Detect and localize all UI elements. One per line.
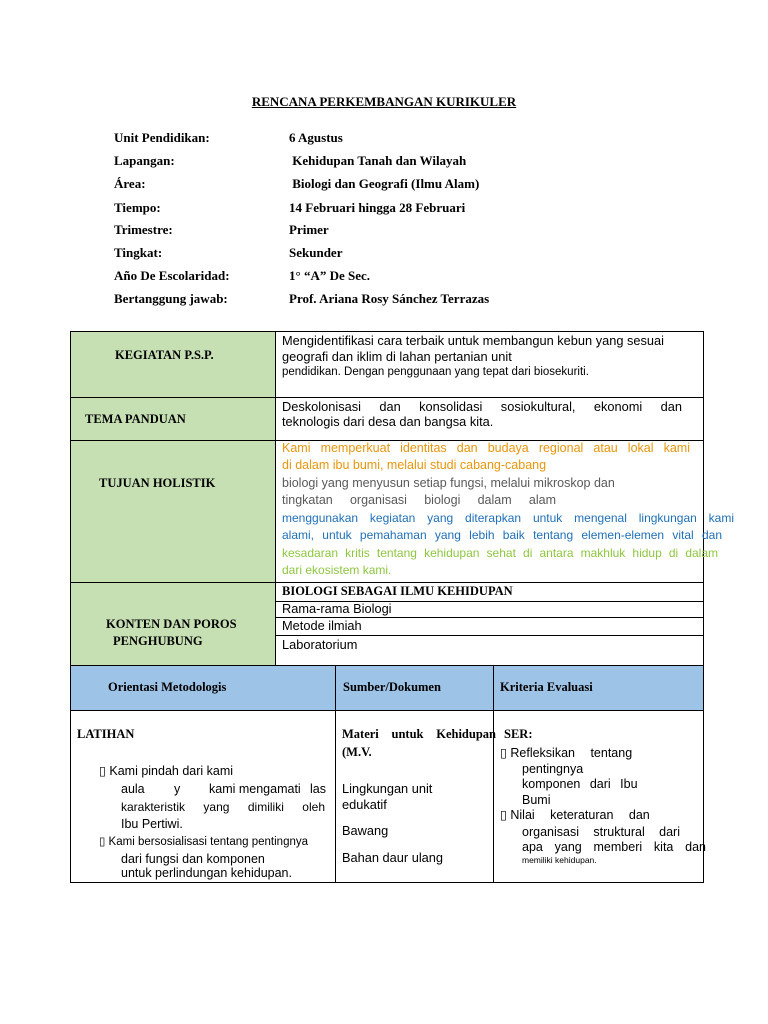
info-label: Año De Escolaridad: bbox=[114, 268, 230, 283]
info-value: 14 Februari hingga 28 Februari bbox=[289, 200, 466, 215]
latihan-line: dari fungsi dan komponen bbox=[121, 852, 265, 866]
orientasi-header: Orientasi Metodologis bbox=[108, 680, 227, 694]
info-value: Primer bbox=[289, 222, 329, 237]
kegiatan-label-cell bbox=[70, 331, 276, 398]
latihan-line: karakteristik yang dimiliki oleh bbox=[121, 800, 325, 814]
tujuan-saber-line: biologi yang menyusun setiap fungsi, melalui mikroskop dan bbox=[282, 476, 615, 490]
kriteria-bullet-2: ▯ Nilai keteraturan dan bbox=[500, 808, 650, 822]
latihan-title: LATIHAN bbox=[77, 727, 135, 741]
tujuan-ser-line: di dalam ibu bumi, melalui studi cabang-cabang bbox=[282, 458, 547, 472]
sumber-title: (M.V. bbox=[342, 745, 372, 759]
latihan-line: y bbox=[174, 782, 181, 796]
kriteria-line: Bumi bbox=[522, 793, 551, 807]
tujuan-label-cell bbox=[70, 440, 276, 583]
tujuan-hacer-line: alami, untuk pemahaman yang lebih baik tentang elemen-elemen vital dan bbox=[282, 528, 722, 542]
kegiatan-text-line: Mengidentifikasi cara terbaik untuk membangun kebun yang sesuai bbox=[282, 333, 665, 348]
konten-label: KONTEN DAN POROS bbox=[106, 617, 237, 631]
info-label: Tingkat: bbox=[114, 245, 163, 260]
info-label: Lapangan: bbox=[114, 153, 175, 168]
konten-item-cell bbox=[275, 617, 704, 636]
info-value: 1° “A” De Sec. bbox=[289, 268, 371, 283]
kriteria-line: komponen dari Ibu bbox=[522, 777, 638, 791]
konten-label: PENGHUBUNG bbox=[113, 634, 203, 648]
info-value: Prof. Ariana Rosy Sánchez Terrazas bbox=[289, 291, 490, 306]
tujuan-decidir-line: dari ekosistem kami. bbox=[282, 563, 392, 577]
tujuan-saber-line: tingkatan organisasi biologi dalam alam bbox=[282, 493, 556, 507]
kegiatan-text-line: geografi dan iklim di lahan pertanian unit bbox=[282, 349, 512, 364]
tema-content-cell bbox=[275, 397, 704, 441]
konten-heading-cell bbox=[275, 582, 704, 602]
bullet-box-icon: ▯ bbox=[99, 764, 106, 778]
latihan-line: las bbox=[310, 782, 326, 796]
info-label: Bertanggung jawab: bbox=[114, 291, 228, 306]
sumber-header-cell bbox=[335, 665, 494, 711]
tujuan-hacer-line: menggunakan kegiatan yang diterapkan untuk mengenal lingkungan kami bbox=[282, 511, 734, 525]
latihan-line: aula bbox=[121, 782, 145, 796]
info-value: 6 Agustus bbox=[289, 130, 343, 145]
kriteria-title: SER: bbox=[504, 727, 533, 741]
sumber-item: edukatif bbox=[342, 797, 387, 812]
konten-item: Metode ilmiah bbox=[282, 618, 362, 633]
tujuan-decidir-line: kesadaran kritis tentang kehidupan sehat di antara makhluk hidup di dalam bbox=[282, 546, 718, 560]
tema-label: TEMA PANDUAN bbox=[85, 412, 186, 426]
sumber-item: Bahan daur ulang bbox=[342, 850, 444, 865]
info-label: Trimestre: bbox=[114, 222, 173, 237]
tujuan-label: TUJUAN HOLISTIK bbox=[99, 476, 216, 490]
info-label: Unit Pendidikan: bbox=[114, 130, 210, 145]
tema-text-line: teknologis dari desa dan bangsa kita. bbox=[282, 414, 494, 429]
latihan-bullet-1: ▯ Kami pindah dari kami bbox=[99, 764, 234, 778]
kriteria-line: organisasi struktural dari bbox=[522, 825, 680, 839]
bullet-box-icon: ▯ bbox=[99, 836, 106, 848]
info-label: Tiempo: bbox=[114, 200, 161, 215]
latihan-line: untuk perlindungan kehidupan. bbox=[121, 866, 292, 880]
kriteria-header-cell bbox=[493, 665, 704, 711]
konten-heading: BIOLOGI SEBAGAI ILMU KEHIDUPAN bbox=[282, 584, 513, 598]
orientasi-header-cell bbox=[70, 665, 336, 711]
bullet-box-icon: ▯ bbox=[500, 808, 507, 822]
latihan-line: Ibu Pertiwi. bbox=[121, 817, 183, 831]
sumber-header: Sumber/Dokumen bbox=[343, 680, 441, 694]
bullet-box-icon: ▯ bbox=[500, 746, 507, 760]
info-value: Biologi dan Geografi (Ilmu Alam) bbox=[289, 176, 480, 191]
kriteria-header: Kriteria Evaluasi bbox=[500, 680, 593, 694]
konten-item: Rama-rama Biologi bbox=[282, 601, 392, 616]
sumber-item: Lingkungan unit bbox=[342, 781, 433, 796]
tema-label-cell bbox=[70, 397, 276, 441]
kegiatan-text-line: pendidikan. Dengan penggunaan yang tepat dari biosekuriti. bbox=[282, 366, 589, 378]
konten-label-cell bbox=[70, 582, 276, 666]
konten-item-cell bbox=[275, 635, 704, 666]
kriteria-line: apa yang memberi kita dan bbox=[522, 840, 706, 854]
tujuan-ser-line: Kami memperkuat identitas dan budaya regional atau lokal kami bbox=[282, 441, 690, 455]
info-value: Kehidupan Tanah dan Wilayah bbox=[289, 153, 467, 168]
konten-item: Laboratorium bbox=[282, 637, 358, 652]
sumber-title: Materi untuk Kehidupan bbox=[342, 727, 496, 741]
latihan-line: kami mengamati bbox=[209, 782, 301, 796]
kegiatan-content-cell bbox=[275, 331, 704, 398]
info-label: Área: bbox=[114, 176, 146, 191]
kriteria-line: pentingnya bbox=[522, 762, 584, 776]
sumber-item: Bawang bbox=[342, 823, 389, 838]
kriteria-line: memiliki kehidupan. bbox=[522, 855, 597, 865]
konten-item-cell bbox=[275, 601, 704, 618]
kriteria-bullet-1: ▯ Refleksikan tentang bbox=[500, 746, 633, 760]
info-value: Sekunder bbox=[289, 245, 343, 260]
document-title: RENCANA PERKEMBANGAN KURIKULER bbox=[251, 94, 517, 109]
kegiatan-label: KEGIATAN P.S.P. bbox=[115, 348, 214, 362]
latihan-bullet-2: ▯ Kami bersosialisasi tentang pentingnya bbox=[99, 836, 308, 848]
tema-text-line: Deskolonisasi dan konsolidasi sosiokultural, ekonomi dan bbox=[282, 399, 682, 414]
